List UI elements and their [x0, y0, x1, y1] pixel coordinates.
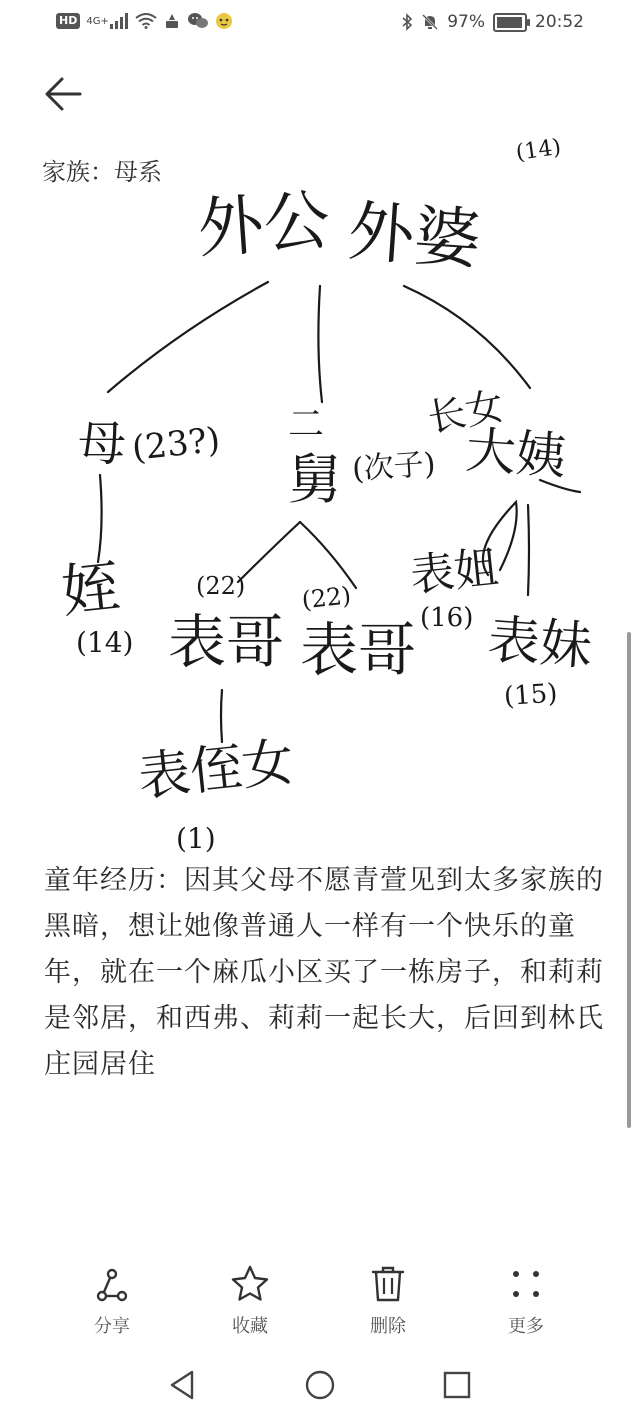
battery-percent: 97% [447, 12, 485, 32]
network-type: 4G+ [86, 15, 109, 27]
nav-back-icon [166, 1368, 200, 1402]
family-tree-drawing [0, 130, 640, 860]
cousin-left-label: 表哥 [168, 608, 285, 676]
app-notification-icon [215, 12, 233, 30]
nav-recent-button[interactable] [440, 1368, 474, 1406]
wechat-icon [187, 12, 209, 30]
cousin-left-age: (22) [196, 572, 246, 600]
battery-icon [493, 13, 527, 32]
clock: 20:52 [535, 12, 584, 32]
mute-bell-icon [421, 13, 439, 31]
share-button[interactable] [62, 1258, 162, 1338]
cousin-aunt-right-age: (15) [503, 678, 559, 713]
childhood-text: 童年经历：因其父母不愿青萱见到太多家族的黑暗，想让她像普通人一样有一个快乐的童年，就在一个麻瓜小区买了一栋房子，和莉莉是邻居，和西弗、莉莉一起长大，后回到林氏庄园居住 [44, 865, 604, 1080]
protagonist-label: 姪 [58, 552, 124, 626]
wifi-icon [135, 13, 157, 29]
scrollbar-thumb[interactable] [627, 632, 631, 1128]
trash-icon [366, 1262, 410, 1306]
nav-back-button[interactable] [166, 1368, 200, 1406]
aunt-label: 大姨 [463, 420, 568, 486]
back-button[interactable] [40, 70, 88, 118]
more-button[interactable] [476, 1258, 576, 1338]
niece-age: (1) [176, 822, 216, 855]
bluetooth-icon [401, 13, 413, 31]
star-icon [228, 1262, 272, 1306]
uncle-note: (次子) [350, 446, 437, 488]
share-icon [90, 1262, 134, 1306]
family-label: 家族：母系 [42, 158, 162, 186]
clean-icon [163, 13, 181, 29]
cousin-right-label: 表哥 [300, 616, 417, 684]
more-label: 更多 [508, 1316, 544, 1337]
signal-icon [86, 13, 129, 29]
nav-home-icon [303, 1368, 337, 1402]
cousin-aunt-left-age: (16) [420, 603, 474, 633]
more-dots-icon [504, 1262, 548, 1306]
cousin-right-age: (22) [300, 581, 353, 615]
protagonist-age: (14) [76, 626, 134, 659]
grandfather-label: 外公 [195, 181, 333, 268]
corner-note: (14) [514, 134, 563, 166]
uncle-prefix: 二 [288, 404, 325, 445]
delete-label: 删除 [370, 1316, 406, 1337]
share-label: 分享 [94, 1316, 130, 1337]
favorite-button[interactable] [200, 1258, 300, 1338]
mother-age: (23?) [130, 419, 222, 469]
status-bar-right [401, 12, 584, 32]
system-nav-bar [0, 1352, 640, 1422]
delete-button[interactable] [338, 1258, 438, 1338]
grandmother-label: 外婆 [345, 192, 483, 279]
status-bar-left [56, 12, 233, 30]
mother-label: 母 [78, 416, 127, 472]
bottom-toolbar [0, 1258, 640, 1348]
uncle-label: 舅 [288, 448, 342, 511]
hd-badge: HD [56, 13, 80, 29]
status-bar [0, 0, 640, 48]
cousin-aunt-left-label: 表姐 [407, 542, 501, 602]
nav-recent-icon [440, 1368, 474, 1402]
nav-home-button[interactable] [303, 1368, 337, 1406]
aunt-prefix: 长女 [424, 383, 507, 441]
niece-label: 表侄女 [135, 732, 297, 809]
favorite-label: 收藏 [232, 1316, 268, 1337]
battery-fill [497, 17, 522, 28]
cousin-aunt-right-label: 表妹 [485, 610, 594, 678]
back-arrow-icon [40, 70, 88, 118]
